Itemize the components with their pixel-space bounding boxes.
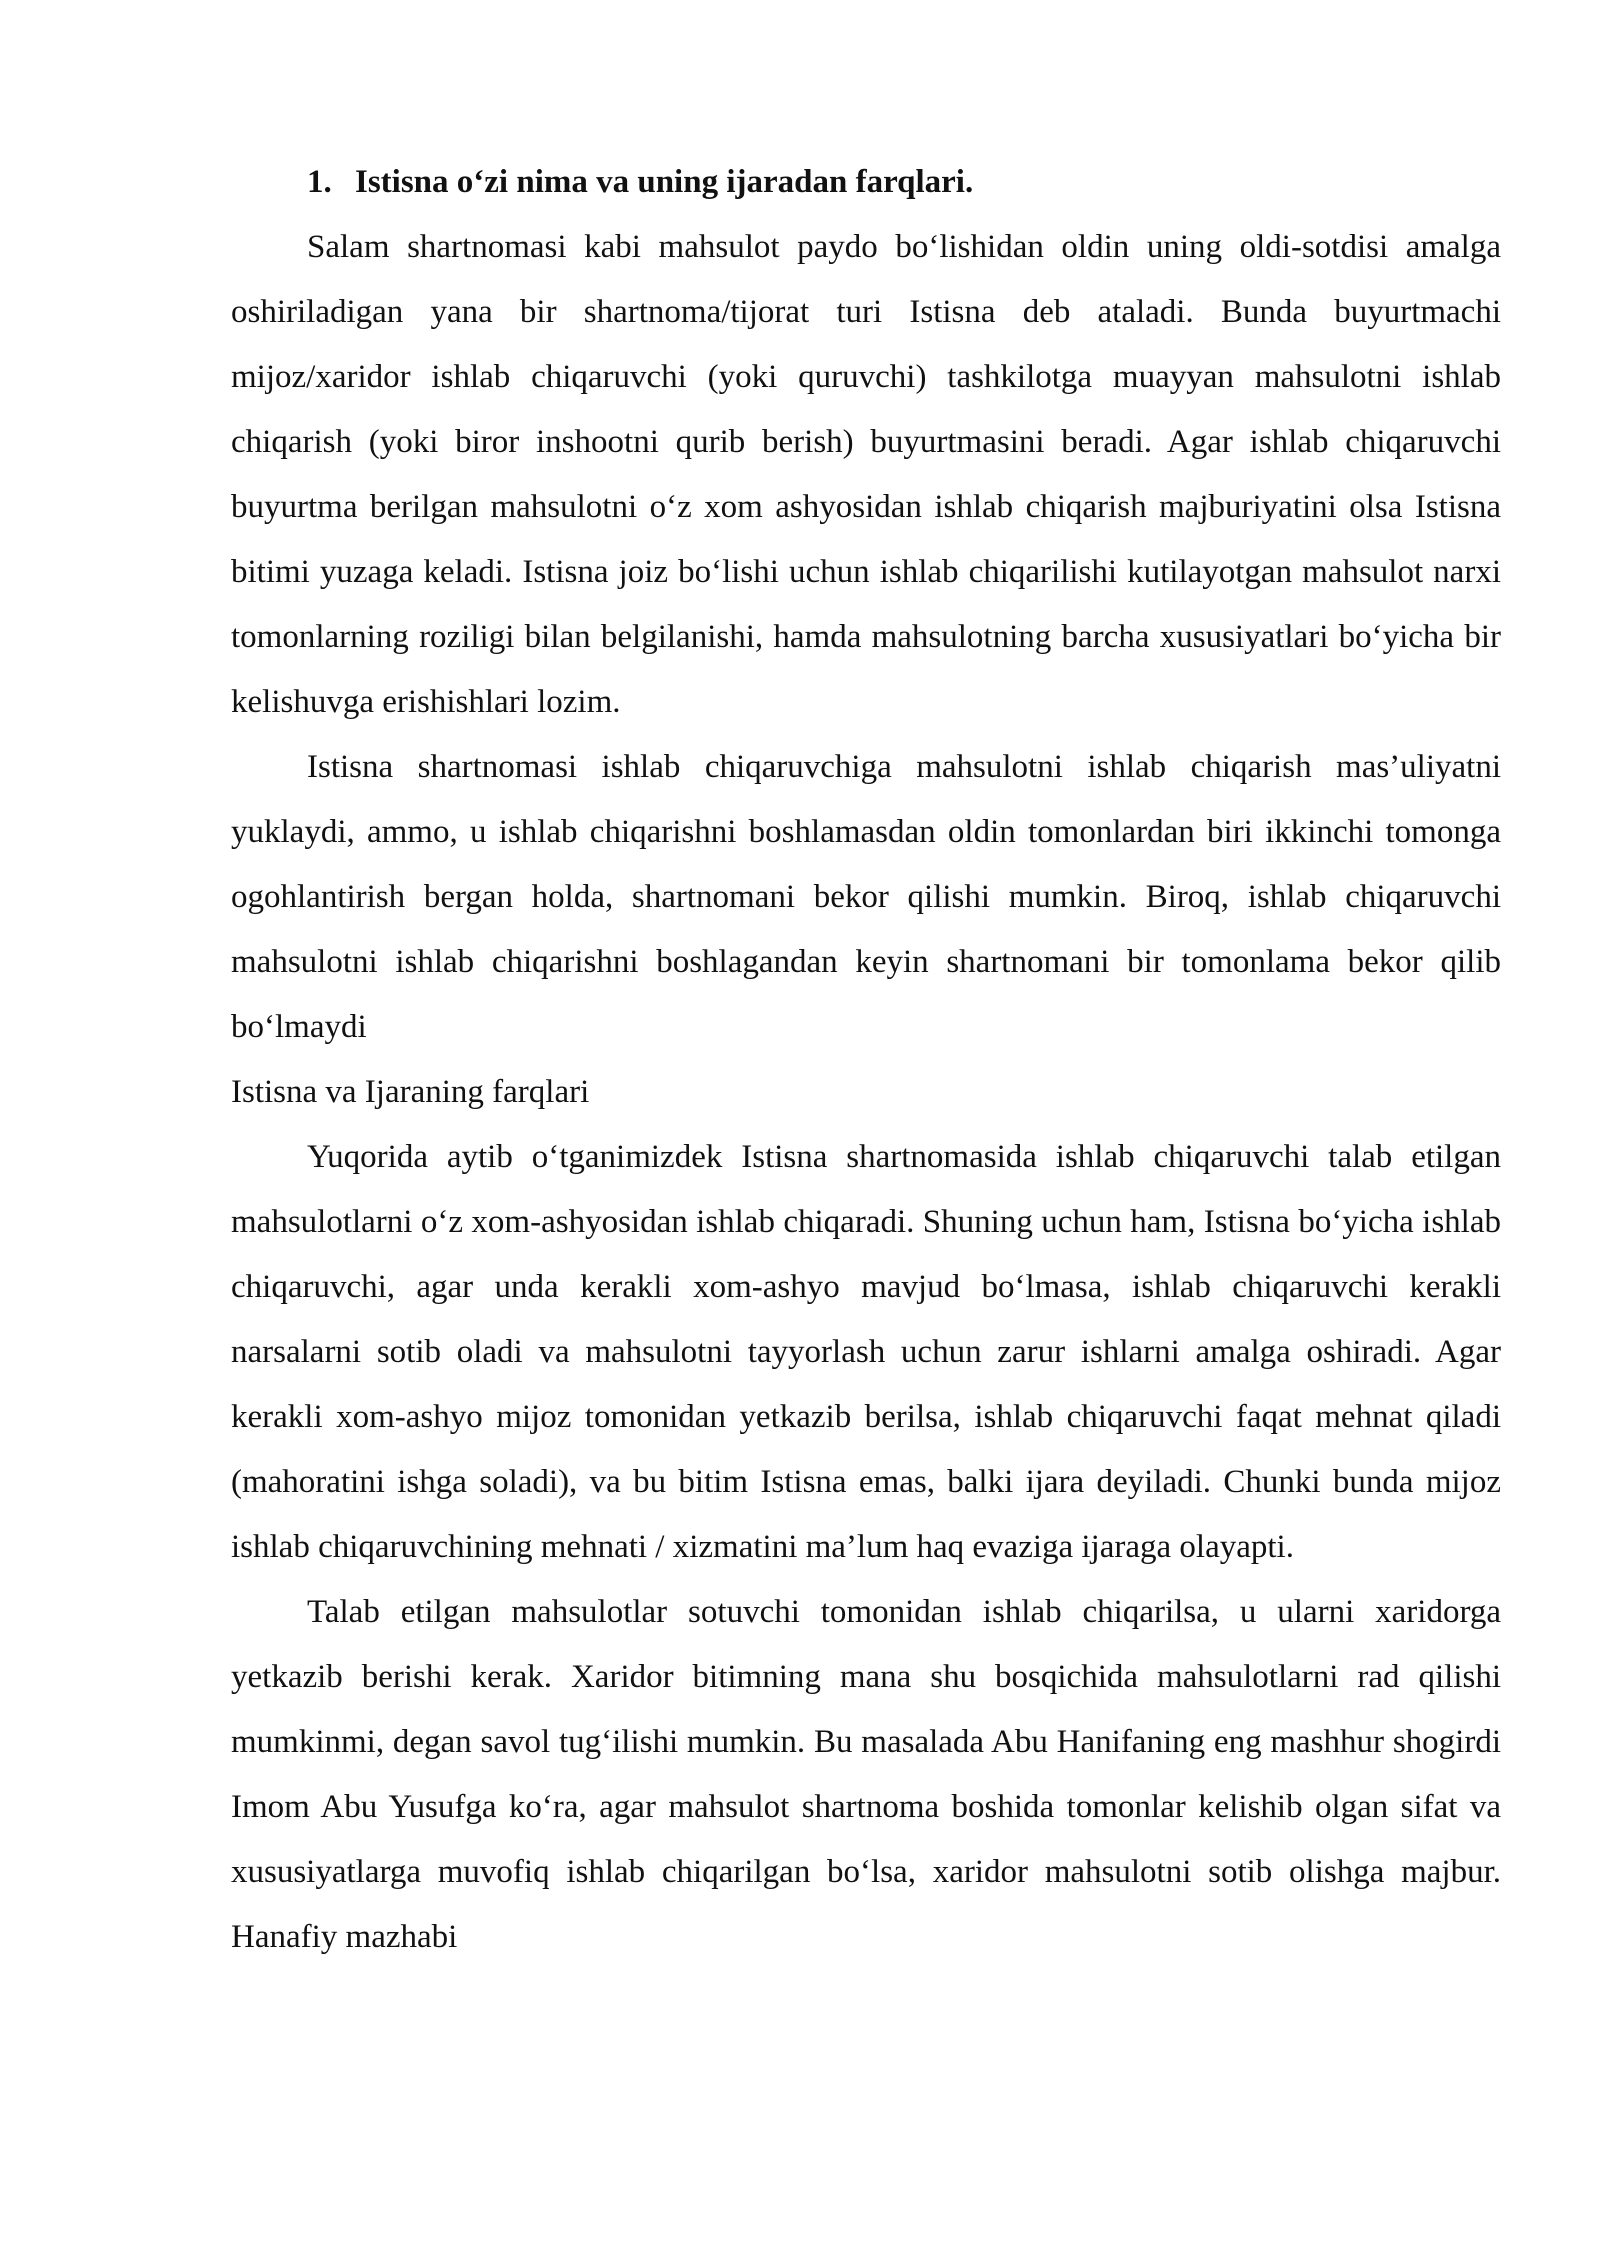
paragraph: Salam shartnomasi kabi mahsulot paydo bo‘lishidan oldin uning oldi-sotdisi amalga oshiriladigan yana bir shartnoma/tijorat turi Istisna deb ataladi. Bunda buyurtmachi mijoz/xaridor ishlab chiqaruvchi (yoki quruvchi) tashkilotga muayyan mahsulotni ishlab chiqarish (yoki biror inshootni qurib berish) buyurtmasini beradi. Agar ishlab chiqaruvchi buyurtma berilgan mahsulotni o‘z xom ashyosidan ishlab chiqarish majburiyatini olsa Istisna bitimi yuzaga keladi. Istisna joiz bo‘lishi uchun ishlab chiqarilishi kutilayotgan mahsulot narxi tomonlarning roziligi bilan belgilanishi, hamda mahsulotning barcha xususiyatlari bo‘yicha bir kelishuvga erishishlari lozim. [231,229,1501,720]
section-title: Istisna o‘zi nima va uning ijaradan farqlari. [355,164,974,200]
paragraph: Istisna shartnomasi ishlab chiqaruvchiga mahsulotni ishlab chiqarish mas’uliyatni yuklaydi, ammo, u ishlab chiqarishni boshlamasdan oldin tomonlardan biri ikkinchi tomonga ogohlantirish bergan holda, shartnomani bekor qilishi mumkin. Biroq, ishlab chiqaruvchi mahsulotni ishlab chiqarishni boshlagandan keyin shartnomani bir tomonlama bekor qilib bo‘lmaydi [231,749,1501,1045]
subheading: Istisna va Ijaraning farqlari [231,1074,590,1110]
section-number: 1. [307,164,332,200]
section-heading [231,150,1501,215]
document-page [231,150,1501,1970]
paragraph: Yuqorida aytib o‘tganimizdek Istisna shartnomasida ishlab chiqaruvchi talab etilgan mahsulotlarni o‘z xom-ashyosidan ishlab chiqaradi. Shuning uchun ham, Istisna bo‘yicha ishlab chiqaruvchi, agar unda kerakli xom-ashyo mavjud bo‘lmasa, ishlab chiqaruvchi kerakli narsalarni sotib oladi va mahsulotni tayyorlash uchun zarur ishlarni amalga oshiradi. Agar kerakli xom-ashyo mijoz tomonidan yetkazib berilsa, ishlab chiqaruvchi faqat mehnat qiladi (mahoratini ishga soladi), va bu bitim Istisna emas, balki ijara deyiladi. Chunki bunda mijoz ishlab chiqaruvchining mehnati / xizmatini ma’lum haq evaziga ijaraga olayapti. [231,1139,1501,1565]
paragraph: Talab etilgan mahsulotlar sotuvchi tomonidan ishlab chiqarilsa, u ularni xaridorga yetkazib berishi kerak. Xaridor bitimning mana shu bosqichida mahsulotlarni rad qilishi mumkinmi, degan savol tug‘ilishi mumkin. Bu masalada Abu Hanifaning eng mashhur shogirdi Imom Abu Yusufga ko‘ra, agar mahsulot shartnoma boshida tomonlar kelishib olgan sifat va xususiyatlarga muvofiq ishlab chiqarilgan bo‘lsa, xaridor mahsulotni sotib olishga majbur. Hanafiy mazhabi [231,1594,1501,1955]
